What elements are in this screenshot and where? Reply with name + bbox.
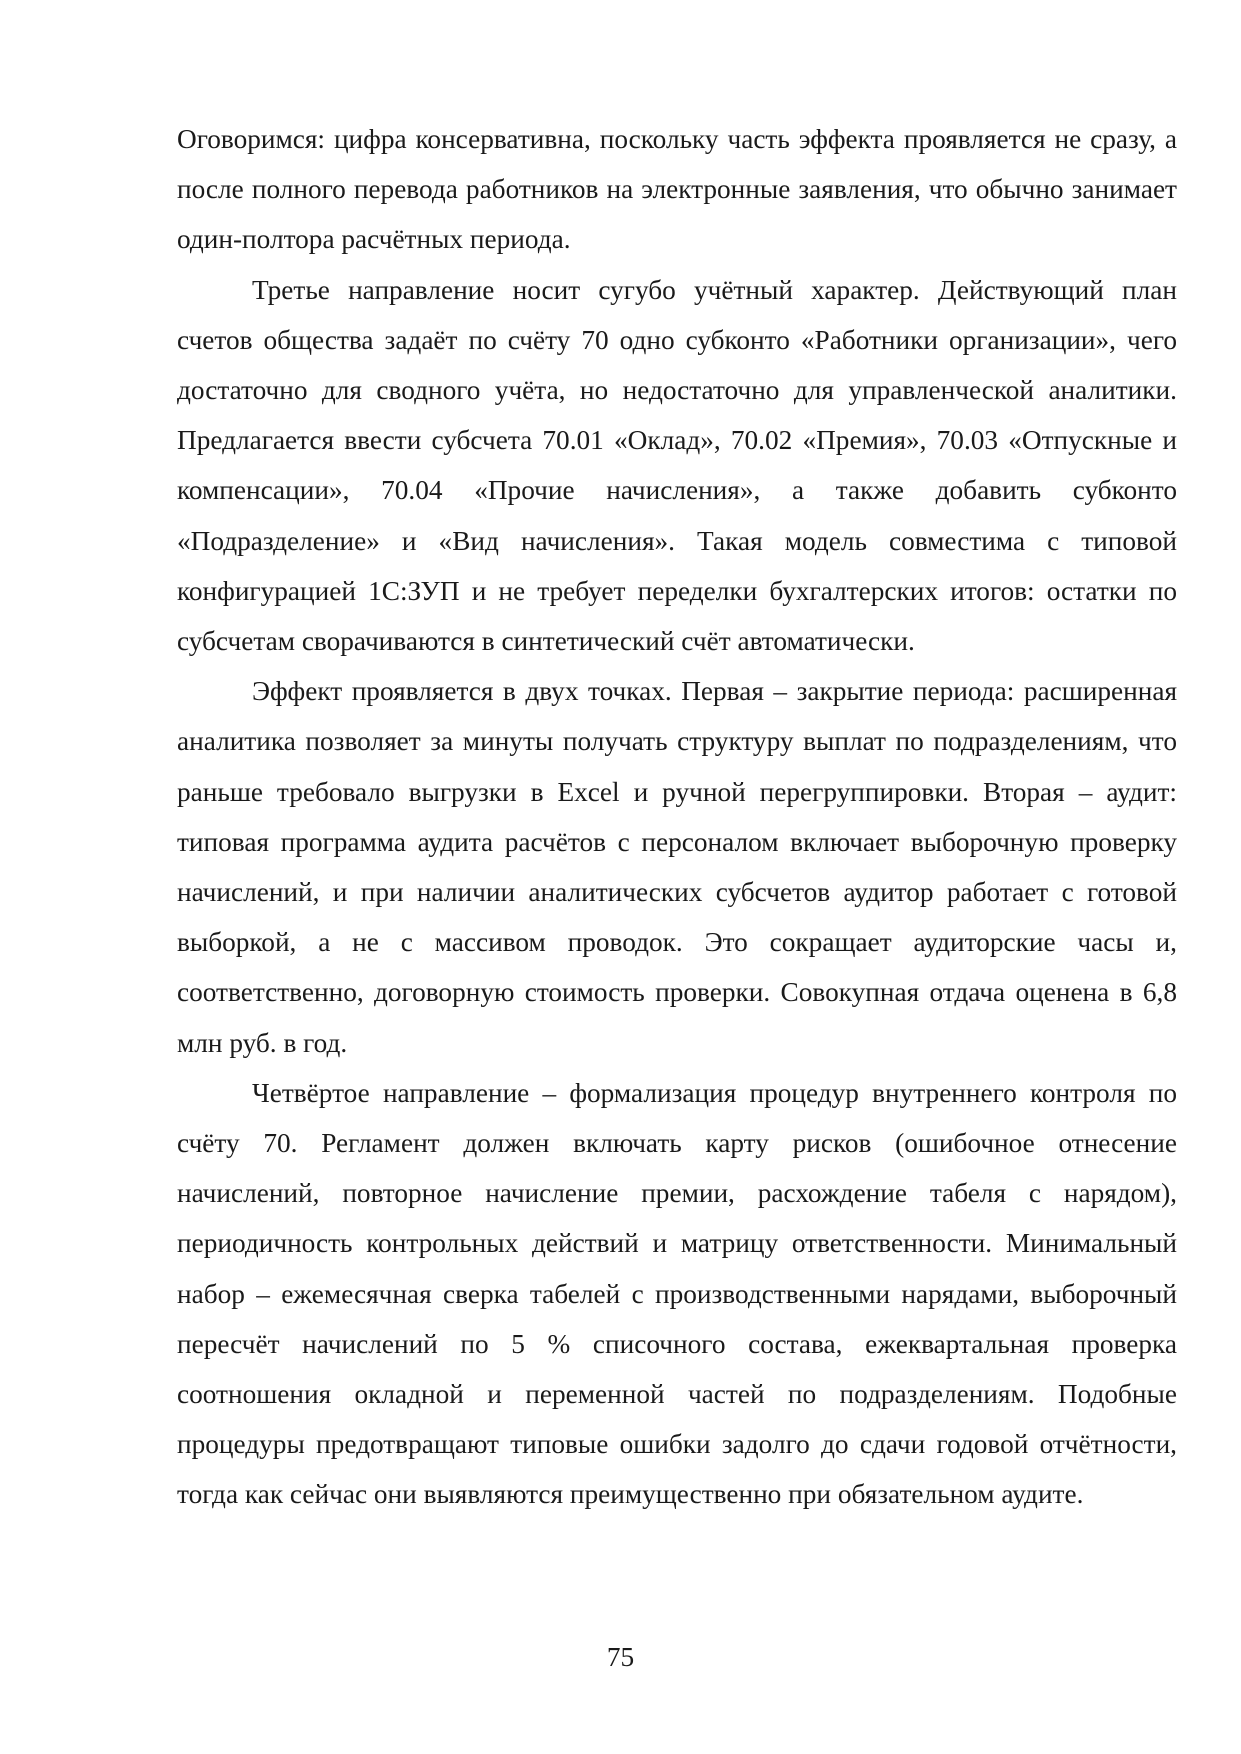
- paragraph-3: Эффект проявляется в двух точках. Первая – закрытие периода: расширенная аналитика позволяет за минуты получать структуру выплат по подразделениям, что раньше требовало выгрузки в Excel и ручной перегруппировки. Вторая – аудит: типовая программа аудита расчётов с персоналом включает выборочную проверку начислений, и при наличии аналитических субсчетов аудитор работает с готовой выборкой, а не с массивом проводок. Это сокращает аудиторские часы и, соответственно, договорную стоимость проверки. Совокупная отдача оценена в 6,8 млн руб. в год.: [177, 676, 1177, 1058]
- paragraph-1: Оговоримся: цифра консервативна, поскольку часть эффекта проявляется не сразу, а после полного перевода работников на электронные заявления, что обычно занимает один-полтора расчётных периода.: [177, 124, 1177, 255]
- paragraph-4: Четвёртое направление – формализация процедур внутреннего контроля по счёту 70. Регламент должен включать карту рисков (ошибочное отнесение начислений, повторное начисление премии, расхождение табеля с нарядом), периодичность контрольных действий и матрицу ответственности. Минимальный набор – ежемесячная сверка табелей с производственными нарядами, выборочный пересчёт начислений по 5 % списочного состава, ежеквартальная проверка соотношения окладной и переменной частей по подразделениям. Подобные процедуры предотвращают типовые ошибки задолго до сдачи годовой отчётности, тогда как сейчас они выявляются преимущественно при обязательном аудите.: [177, 1077, 1177, 1510]
- page-number: 75: [606, 1642, 635, 1672]
- paragraph-2: Третье направление носит сугубо учётный характер. Действующий план счетов общества задаёт по счёту 70 одно субконто «Работники организации», чего достаточно для сводного учёта, но недостаточно для управленческой аналитики. Предлагается ввести субсчета 70.01 «Оклад», 70.02 «Премия», 70.03 «Отпускные и компенсации», 70.04 «Прочие начисления», а также добавить субконто «Подразделение» и «Вид начисления». Такая модель совместима с типовой конфигурацией 1С:ЗУП и не требует переделки бухгалтерских итогов: остатки по субсчетам сворачиваются в синтетический счёт автоматически.: [177, 274, 1177, 657]
- document-body: [177, 114, 1177, 1520]
